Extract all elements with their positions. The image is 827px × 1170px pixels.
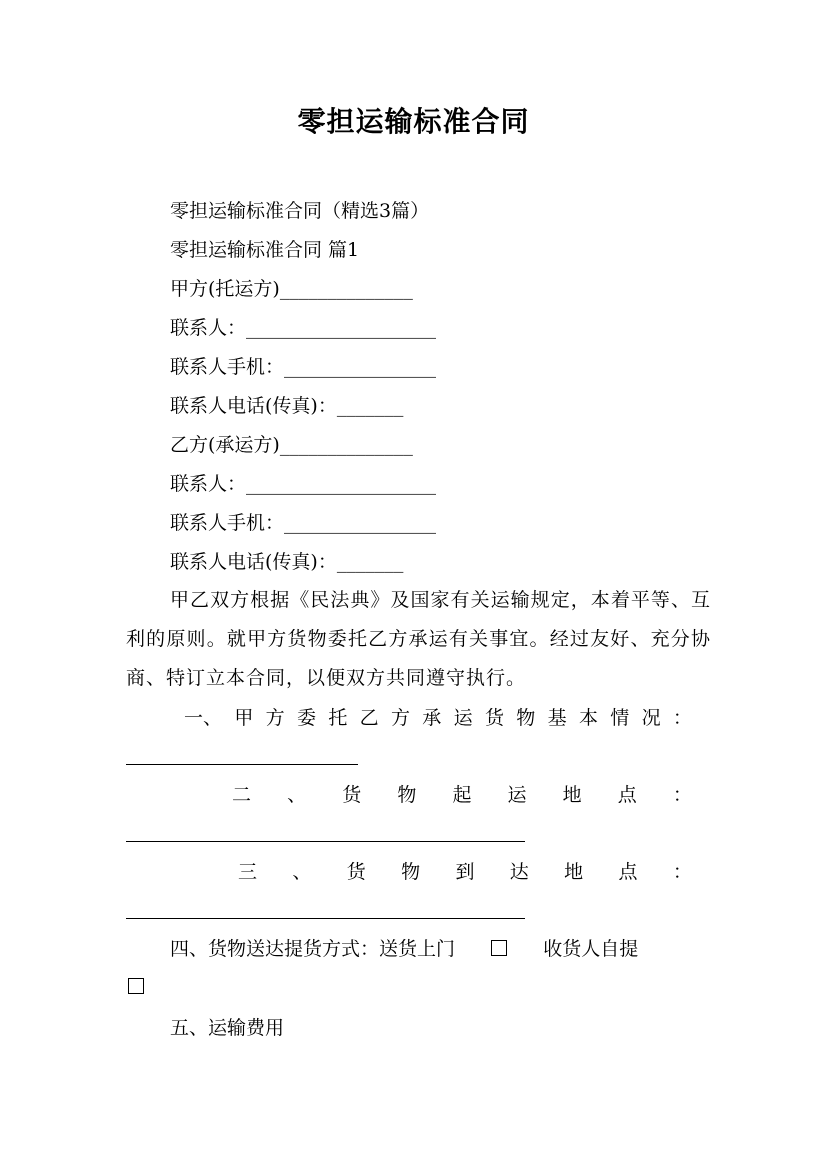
section-heading: 零担运输标准合同 篇1 [170,239,360,261]
party-a-name-field: 甲方(托运方)______________ [170,278,413,300]
intro-paragraph: 甲乙双方根据《民法典》及国家有关运输规定，本着平等、互利的原则。就甲方货物委托乙方承运有关事宜。经过友好、充分协商、特订立本合同，以便双方共同遵守执行。 [126,589,711,689]
clause-1-char: 况 [641,707,661,729]
self-pickup-checkbox [128,978,144,994]
party-a-contact-field: 联系人：____________________ [170,317,437,339]
clause-1-char: 物 [516,707,536,729]
clause-1-char: 一、 [184,707,223,729]
clause-3-char: 到 [455,861,475,883]
clause-2-char: 、 [287,784,307,806]
clause-2-char: 运 [507,784,527,806]
clause-3-char: 、 [292,861,312,883]
clause-5-heading: 五、运输费用 [170,1017,285,1039]
clause-3-char: 达 [509,861,529,883]
clause-1-char: 甲 [234,707,254,729]
party-a-mobile-field: 联系人手机：________________ [170,356,437,378]
clause-4-line [170,937,638,961]
clause-4-option2: 收货人自提 [543,938,639,960]
clause-1-char: 本 [578,707,598,729]
clause-3-heading [238,860,692,884]
clause-3-blank-line [126,918,525,919]
clause-3-char: 物 [401,861,421,883]
party-a-phone-field: 联系人电话(传真)：_______ [170,395,404,417]
clause-1-char: 委 [296,707,316,729]
clause-3-char: 点 [618,861,638,883]
document-subtitle: 零担运输标准合同（精选3篇） [170,200,430,222]
clause-2-char: 地 [562,784,582,806]
clause-2-char: ： [672,784,692,806]
clause-2-heading [232,783,692,807]
door-delivery-checkbox [491,940,507,956]
self-pickup-checkbox-row [128,978,144,997]
party-b-contact-field: 联系人：____________________ [170,473,437,495]
clause-2-char: 物 [397,784,417,806]
clause-3-char: ： [672,861,692,883]
clause-2-char: 货 [342,784,362,806]
clause-1-char: 运 [453,707,473,729]
clause-1-heading [184,706,692,730]
party-b-mobile-field: 联系人手机：________________ [170,512,437,534]
clause-2-blank-line [126,841,525,842]
clause-3-char: 三 [238,861,258,883]
clause-1-char: 乙 [359,707,379,729]
clause-2-char: 点 [617,784,637,806]
clause-3-char: 地 [564,861,584,883]
clause-1-blank-line [126,764,358,765]
clause-4-text: 四、货物送达提货方式：送货上门 [170,938,456,960]
clause-1-char: 基 [547,707,567,729]
clause-2-char: 起 [452,784,472,806]
clause-1-char: ： [672,707,692,729]
clause-1-char: 货 [484,707,504,729]
clause-1-char: 方 [265,707,285,729]
clause-1-char: 承 [422,707,442,729]
clause-3-char: 货 [346,861,366,883]
party-b-phone-field: 联系人电话(传真)：_______ [170,551,404,573]
clause-1-char: 托 [328,707,348,729]
clause-1-char: 方 [390,707,410,729]
document-title: 零担运输标准合同 [297,105,530,138]
clause-1-char: 情 [610,707,630,729]
party-b-name-field: 乙方(承运方)______________ [170,434,413,456]
clause-2-char: 二 [232,784,252,806]
